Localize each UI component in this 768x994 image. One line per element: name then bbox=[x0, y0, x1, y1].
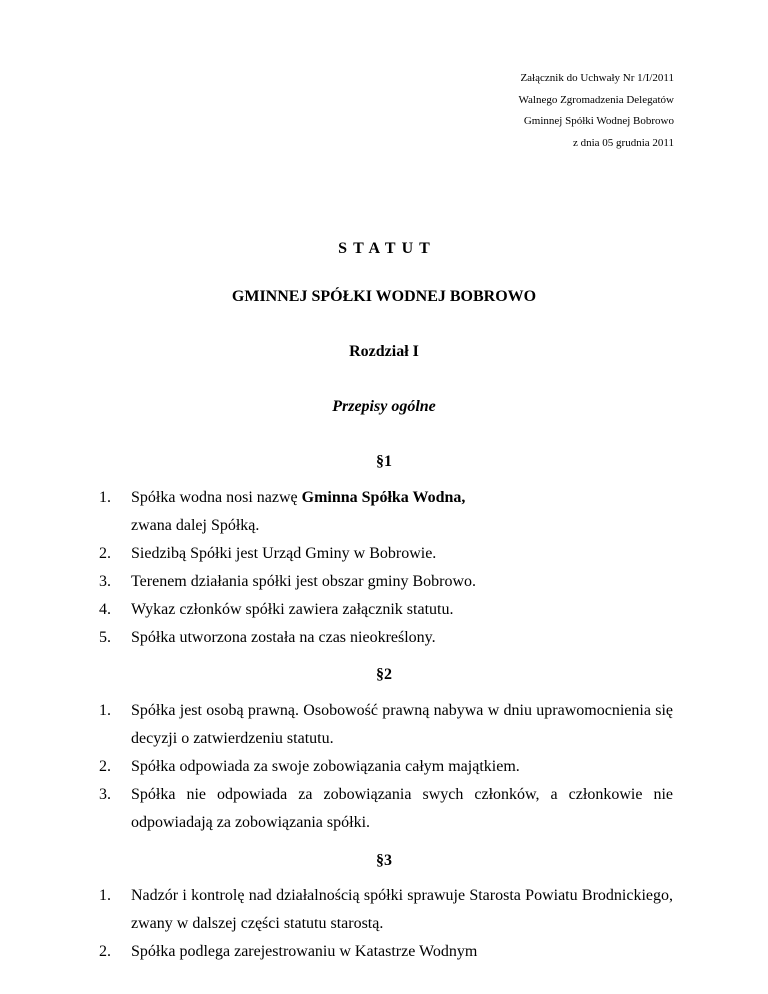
section-2-heading: §2 bbox=[376, 666, 392, 683]
list-item: 1. Nadzór i kontrolę nad działalnością spółki sprawuje Starosta Powiatu Brodnickiego, zwany w dalszej części statutu starostą. bbox=[99, 887, 673, 932]
annex-note bbox=[519, 68, 675, 155]
document-subtitle: GMINNEJ SPÓŁKI WODNEJ BOBROWO bbox=[231, 288, 537, 305]
list-item: 5. Spółka utworzona została na czas nieokreślony. bbox=[99, 629, 436, 646]
annex-line-4: z dnia 05 grudnia 2011 bbox=[572, 137, 674, 150]
chapter-title: Przepisy ogólne bbox=[332, 398, 436, 415]
list-item: 3. Spółka nie odpowiada za zobowiązania swych członków, a członkowie nie odpowiadają za zobowiązania spółki. bbox=[99, 786, 673, 831]
section-3-heading: §3 bbox=[376, 852, 392, 869]
section-3-list bbox=[99, 882, 673, 966]
annex-line-2: Walnego Zgromadzenia Delegatów bbox=[518, 93, 674, 106]
list-item: 1. Spółka wodna nosi nazwę Gminna Spółka Wodna, zwana dalej Spółką. bbox=[99, 489, 466, 534]
list-item: 2. Siedzibą Spółki jest Urząd Gminy w Bobrowie. bbox=[99, 545, 437, 562]
section-2-list bbox=[99, 697, 673, 837]
list-item: 3. Terenem działania spółki jest obszar gminy Bobrowo. bbox=[99, 573, 477, 590]
list-item: 1. Spółka jest osobą prawną. Osobowość prawną nabywa w dniu uprawomocnienia się decyzji o zatwierdzeniu statutu. bbox=[99, 702, 673, 747]
document-title: STATUT bbox=[338, 240, 436, 257]
list-item: 2. Spółka odpowiada za swoje zobowiązania całym majątkiem. bbox=[99, 758, 520, 775]
annex-line-3: Gminnej Spółki Wodnej Bobrowo bbox=[523, 115, 674, 128]
annex-line-1: Załącznik do Uchwały Nr 1/I/2011 bbox=[520, 72, 674, 84]
list-item: 2. Spółka podlega zarejestrowaniu w Katastrze Wodnym bbox=[99, 943, 478, 960]
list-item: 4. Wykaz członków spółki zawiera załącznik statutu. bbox=[99, 601, 454, 618]
chapter-number: Rozdział I bbox=[349, 343, 419, 360]
section-1-list bbox=[99, 484, 673, 652]
section-1-heading: §1 bbox=[376, 453, 392, 470]
